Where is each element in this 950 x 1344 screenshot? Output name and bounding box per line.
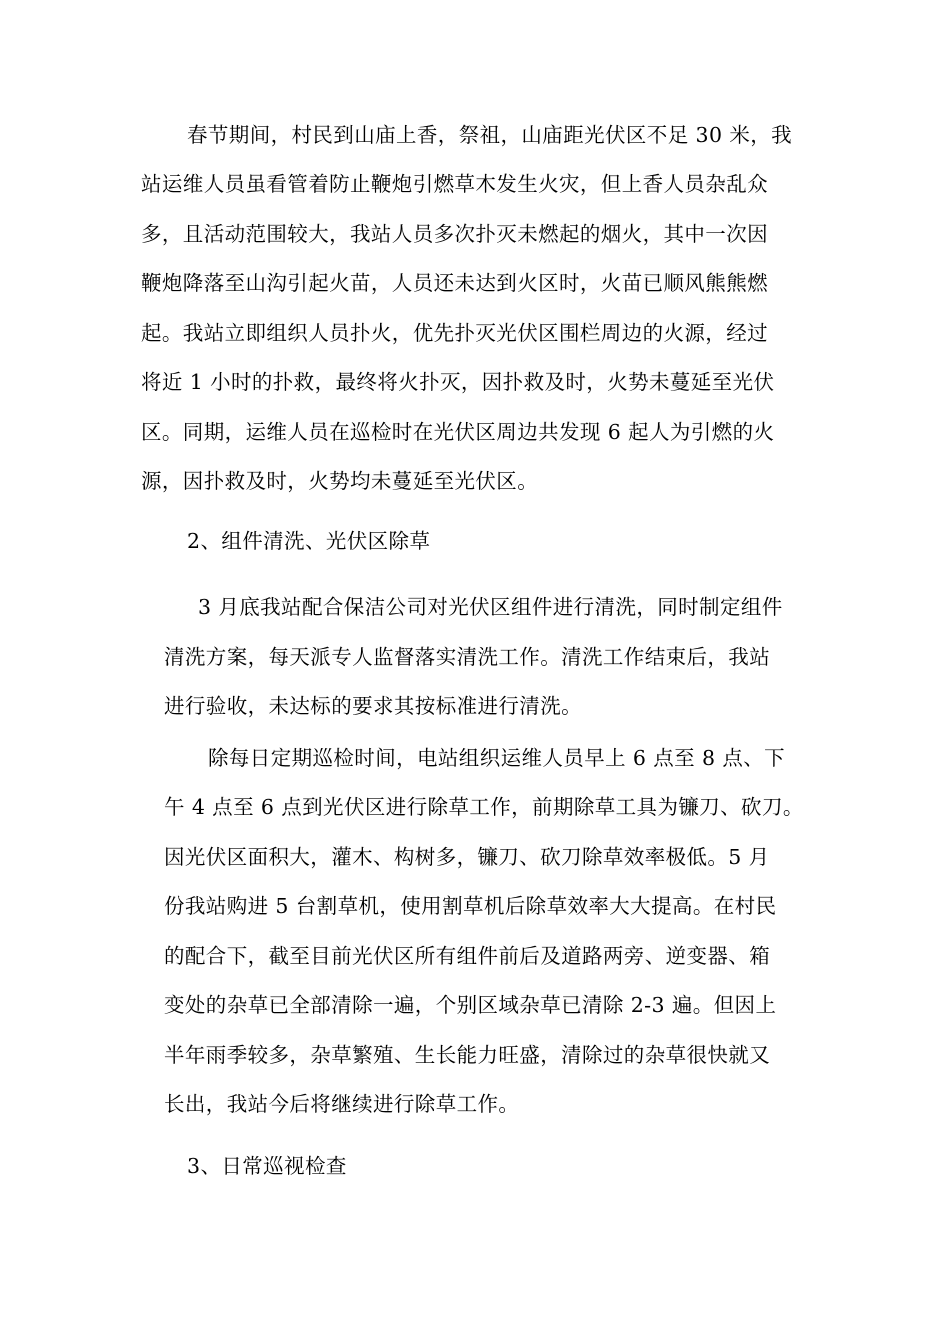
section-heading-3: 3、日常巡视检查 xyxy=(187,1154,347,1178)
section-heading-2: 2、组件清洗、光伏区除草 xyxy=(187,529,431,553)
paragraph-3-line-6: 变处的杂草已全部清除一遍，个别区域杂草已清除 2-3 遍。但因上 xyxy=(164,993,777,1017)
paragraph-3-line-1: 除每日定期巡检时间，电站组织运维人员早上 6 点至 8 点、下 xyxy=(208,746,786,770)
paragraph-3-line-7: 半年雨季较多，杂草繁殖、生长能力旺盛，清除过的杂草很快就又 xyxy=(164,1043,771,1067)
paragraph-3-line-4: 份我站购进 5 台割草机，使用割草机后除草效率大大提高。在村民 xyxy=(164,894,777,918)
paragraph-1-line-7: 区。同期，运维人员在巡检时在光伏区周边共发现 6 起人为引燃的火 xyxy=(141,420,775,444)
paragraph-3-line-8: 长出，我站今后将继续进行除草工作。 xyxy=(164,1092,520,1116)
paragraph-2-line-2: 清洗方案，每天派专人监督落实清洗工作。清洗工作结束后，我站 xyxy=(164,645,771,669)
paragraph-3-line-5: 的配合下，截至目前光伏区所有组件前后及道路两旁、逆变器、箱 xyxy=(164,944,771,968)
paragraph-2-line-1: 3 月底我站配合保洁公司对光伏区组件进行清洗，同时制定组件 xyxy=(198,595,783,619)
paragraph-1-line-5: 起。我站立即组织人员扑火，优先扑灭光伏区围栏周边的火源，经过 xyxy=(141,321,768,345)
paragraph-1-line-3: 多，且活动范围较大，我站人员多次扑灭未燃起的烟火，其中一次因 xyxy=(141,222,768,246)
paragraph-2-line-3: 进行验收，未达标的要求其按标准进行清洗。 xyxy=(164,694,582,718)
paragraph-1-line-6: 将近 1 小时的扑救，最终将火扑灭，因扑救及时，火势未蔓延至光伏 xyxy=(141,370,775,394)
paragraph-3-line-3: 因光伏区面积大，灌木、构树多，镰刀、砍刀除草效率极低。5 月 xyxy=(164,845,770,869)
paragraph-1-line-4: 鞭炮降落至山沟引起火苗，人员还未达到火区时，火苗已顺风熊熊燃 xyxy=(141,271,768,295)
paragraph-1-line-8: 源，因扑救及时，火势均未蔓延至光伏区。 xyxy=(141,469,539,493)
paragraph-1-line-1: 春节期间，村民到山庙上香，祭祖，山庙距光伏区不足 30 米，我 xyxy=(187,123,793,147)
paragraph-1-line-2: 站运维人员虽看管着防止鞭炮引燃草木发生火灾，但上香人员杂乱众 xyxy=(141,172,768,196)
paragraph-3-line-2: 午 4 点至 6 点到光伏区进行除草工作，前期除草工具为镰刀、砍刀。 xyxy=(164,795,804,819)
